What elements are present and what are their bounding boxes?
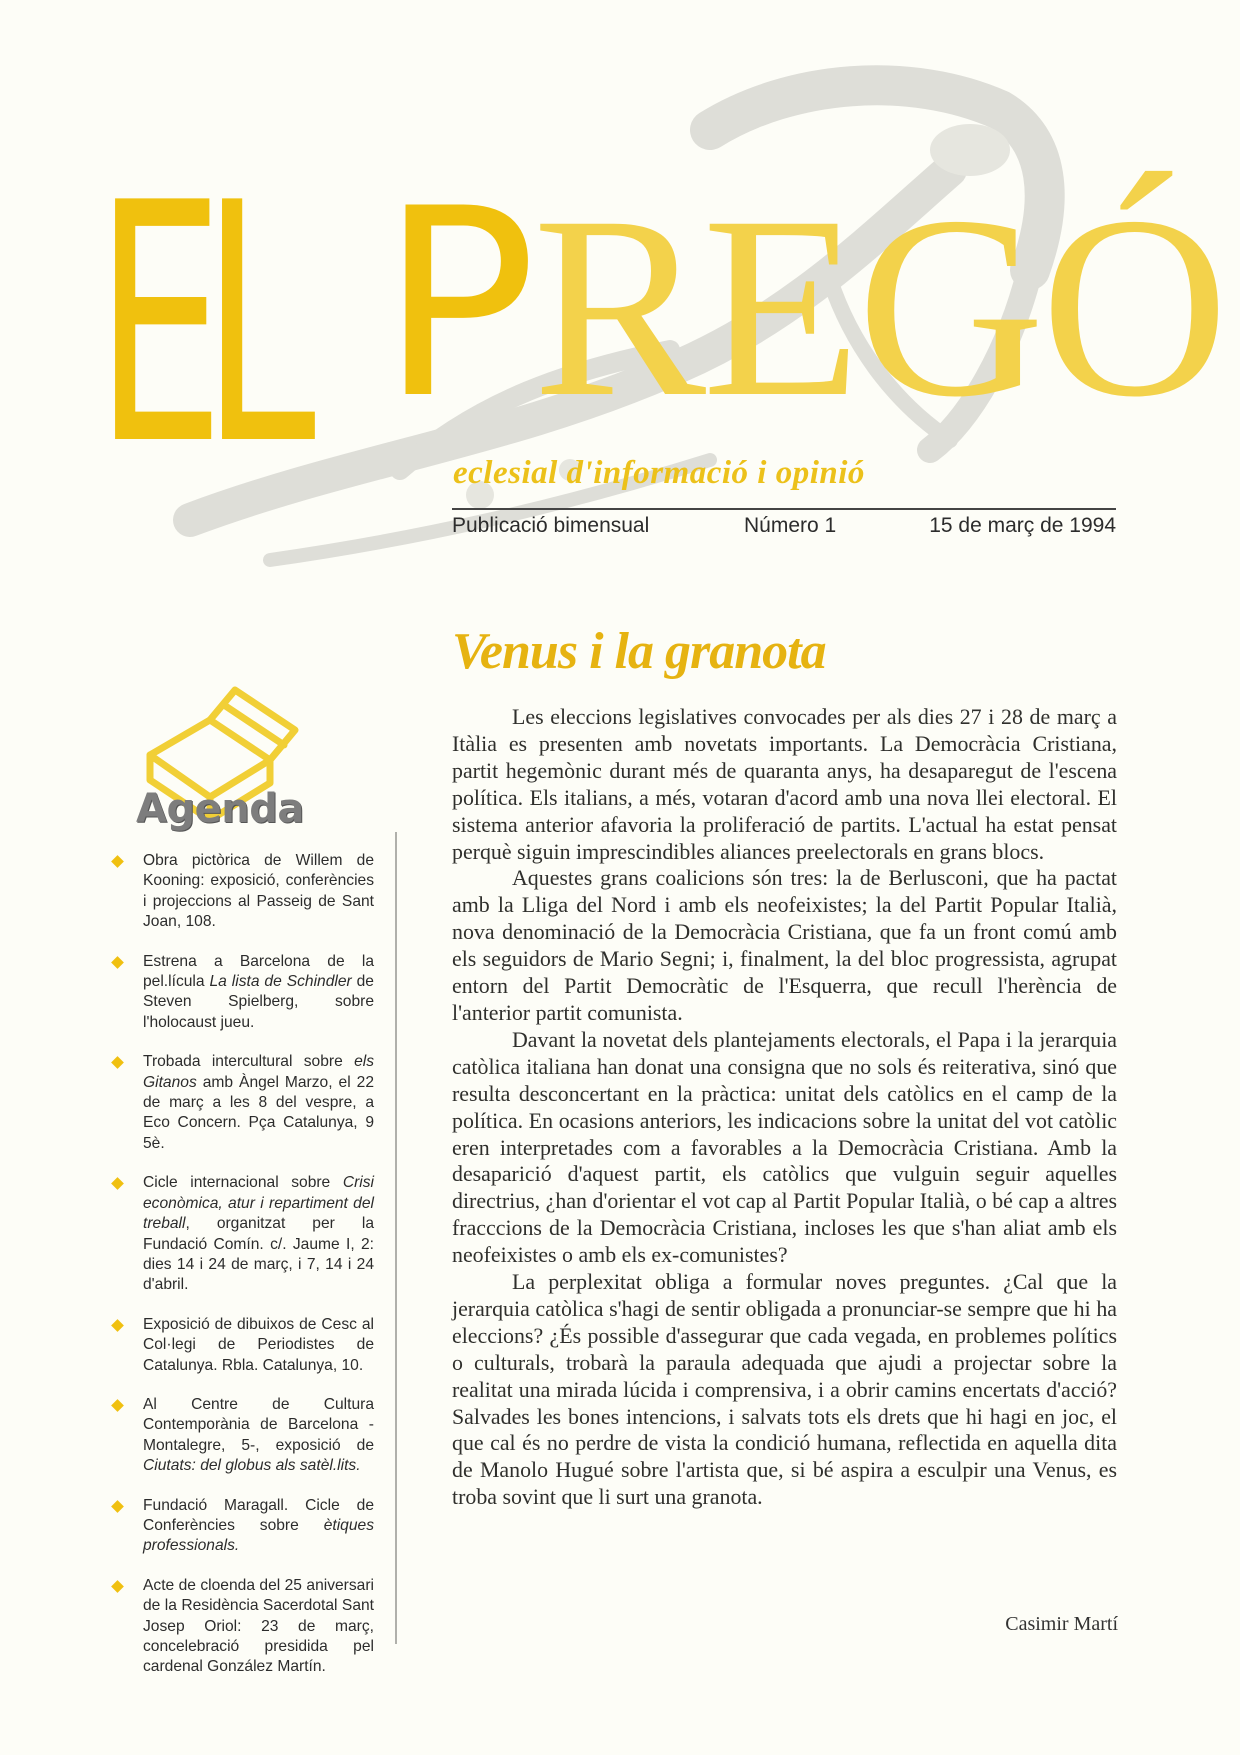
agenda-item-text: Trobada intercultural sobre [143, 1053, 355, 1071]
diamond-bullet-icon [111, 1056, 124, 1069]
diamond-bullet-icon [111, 855, 124, 868]
agenda-item [108, 1315, 374, 1376]
agenda-item-title: Ciutats: del globus als satèl.lits. [143, 1457, 361, 1475]
diamond-bullet-icon [111, 956, 124, 969]
agenda-item [108, 1395, 374, 1477]
diamond-bullet-icon [111, 1319, 124, 1332]
agenda-item-text: Cicle internacional sobre [143, 1174, 343, 1192]
agenda-item [108, 1576, 374, 1678]
agenda-item-title: La lista de Schindler [209, 973, 352, 991]
agenda-item-title: els Gitanos [143, 1053, 374, 1091]
diamond-bullet-icon [111, 1399, 124, 1412]
agenda-title: Agenda [136, 786, 304, 832]
agenda-item-text: Exposició de dibuixos de Cesc al Col·legi de Periodistes de Catalunya. Rbla. Catalunya, 10. [143, 1315, 374, 1374]
agenda-item-title: ètiques professionals. [143, 1516, 374, 1555]
agenda-item-text: Fundació Maragall. Cicle de Conferències sobre [143, 1496, 374, 1534]
article-paragraph: Davant la novetat dels plantejaments electorals, el Papa i la jerarquia catòlica italiana han donat una consigna que no sols és reiterativa, sinó que resulta desconcertant en la pràctica: unitat dels catòlics en el camp de la política. En ocasions anteriors, les indicacions sobre la unitat del vot catòlic eren interpretades com a favorables a la Democràcia Cristiana. Amb la desaparició d'aquest partit, els catòlics que vulguin seguir aquelles directrius, ¿han d'orientar el vot cap al Partit Popular Italià, o bé cap a altres fracccions de la Democràcia Cristiana, incloses les que s'han aliat amb els neofeixistes o amb els ex-comunistes? [452, 1026, 1117, 1268]
issue-meta [452, 514, 1116, 544]
issue-number: Número 1 [744, 514, 837, 537]
issue-frequency: Publicació bimensual [452, 514, 650, 537]
agenda-item-text: Acte de cloenda del 25 aniversari de la Residència Sacerdotal Sant Josep Oriol: 23 de març, concelebració presidida pel cardenal González Martín. [143, 1576, 374, 1676]
agenda-item-title: Crisi econòmica, atur i repartiment del treball [143, 1174, 374, 1233]
agenda-item-text: Estrena a Barcelona de la pel.lícula [143, 952, 374, 991]
diamond-bullet-icon [111, 1177, 124, 1190]
agenda-item [108, 851, 374, 933]
masthead-el: EL [95, 133, 294, 517]
article-author: Casimir Martí [1005, 1613, 1118, 1635]
masthead-rego: REGÓ [532, 163, 1225, 451]
agenda-item-text: Obra pictòrica de Willem de Kooning: exposició, conferències i projeccions al Passeig de Sant Joan, 108. [143, 852, 374, 931]
agenda-item [108, 1173, 374, 1295]
masthead-p-letter: P [380, 154, 533, 456]
agenda-list [108, 851, 374, 1697]
article-headline: Venus i la granota [452, 623, 826, 680]
agenda-item [108, 952, 374, 1034]
agenda-item-text: Al Centre de Cultura Contemporània de Barcelona -Montalegre, 5-, exposició de [143, 1395, 374, 1454]
article-paragraph: La perplexitat obliga a formular noves preguntes. ¿Cal que la jerarquia catòlica s'hagi de sentir obligada a pronunciar-se sempre que hi ha eleccions? ¿És possible d'assegurar que cada vegada, en problemes polítics o culturals, trobarà la paraula adequada que ajudi a projectar sobre la realitat una mirada lúcida i comprensiva, i a obrir camins encertats d'acció? Salvades les bones intencions, i salvats tots els drets que hi hagi en joc, el que cal és no perdre de vista la condició humana, reflectida en aquella dita de Manolo Hugué sobre l'artista que, si bé aspira a esculpir una Venus, es troba sovint que li surt una granota. [452, 1269, 1117, 1510]
article-paragraph: Aquestes grans coalicions són tres: la de Berlusconi, que ha pactat amb la Lliga del Nord i amb els neofeixistes; la del Partit Popular Italià, nova denominació de la Democràcia Cristiana, que fa un front comú amb els seguidors de Mario Segni; i, finalment, la del bloc progressista, agrupat entorn del Partit Democràtic de l'Esquerra, que recull l'herència de l'anterior partit comunista. [452, 865, 1117, 1025]
agenda-item [108, 1496, 374, 1557]
article-paragraph: Les eleccions legislatives convocades per als dies 27 i 28 de març a Itàlia es presenten amb novetats importants. La Democràcia Cristiana, partit hegemònic durant més de quaranta anys, ha desaparegut de l'escena política. Els italians, a més, votaran d'acord amb una nova llei electoral. El sistema anterior afavoria la proliferació de partits. L'actual ha estat pensat perquè siguin imprescindibles aliances preelectorals en grans blocs. [452, 704, 1117, 864]
agenda-item-text-end: amb Àngel Marzo, el 22 de març a les 8 del vespre, a Eco Concern. Pça Catalunya, 9 5è. [143, 1073, 374, 1152]
diamond-bullet-icon [111, 1500, 124, 1513]
masthead-prego [380, 154, 1225, 456]
agenda-divider [395, 832, 397, 1644]
masthead-subtitle: eclesial d'informació i opinió [453, 455, 865, 491]
diamond-bullet-icon [111, 1580, 124, 1593]
agenda-item-text-end: de Steven Spielberg, sobre l'holocaust jueu. [143, 973, 374, 1031]
issue-date: 15 de març de 1994 [929, 514, 1116, 537]
masthead-rule [452, 508, 1116, 510]
agenda-item [108, 1052, 374, 1154]
article-body [452, 704, 1117, 1511]
agenda-item-text-end: , organitzat per la Fundació Comín. c/. Jaume I, 2: dies 14 i 24 de març, i 7, 14 i 24 d'abril. [143, 1215, 374, 1294]
